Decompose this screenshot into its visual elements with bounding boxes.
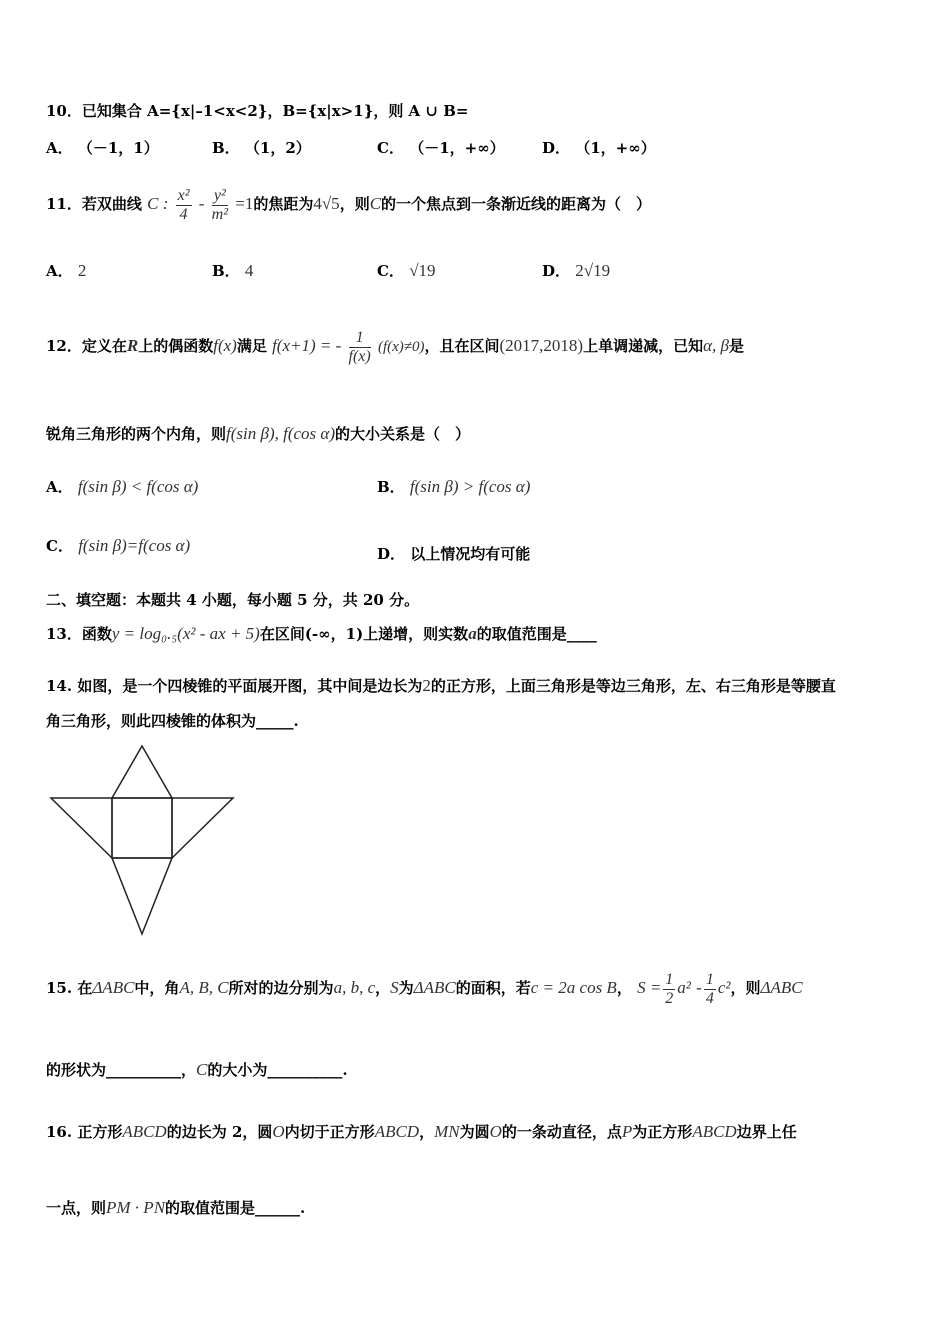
q12-stem-line1: 12．定义在R上的偶函数f(x)满足 f(x+1) = - $\frac{1}{f(x)}$ (f(x)≠0)，且在区间(2017,2018)上单调递减，已知α, β是 bbox=[46, 328, 745, 365]
section-2-heading: 二、填空题：本题共 4 小题，每小题 5 分，共 20 分。 bbox=[46, 591, 420, 609]
q11-option-d: D． 2√19 bbox=[542, 261, 611, 280]
net-right-triangle bbox=[172, 798, 233, 858]
net-left-triangle bbox=[51, 798, 112, 858]
q11-y-fraction: $\frac{\text{y²}}{\text{m²}}$ bbox=[211, 186, 228, 223]
q10-option-c: C． （－1，+∞） bbox=[377, 139, 505, 157]
q10-option-d: D． （1，+∞） bbox=[542, 139, 656, 157]
q12-option-d: D． 以上情况均有可能 bbox=[377, 545, 531, 563]
q16-stem-line2: 一点，则PM · PN的取值范围是______. bbox=[46, 1198, 306, 1217]
q15-stem-line2: 的形状为__________，C的大小为__________. bbox=[46, 1060, 348, 1079]
q12-option-c: C． f(sin β)=f(cos α) bbox=[46, 536, 191, 555]
q16-stem-line1: 16. 正方形ABCD的边长为 2，圆O内切于正方形ABCD，MN为圆O的一条动直径，点P为正方形ABCD边界上任 bbox=[46, 1122, 797, 1141]
q11-option-c: C． √19 bbox=[377, 261, 436, 280]
q14-stem-line1: 14. 如图，是一个四棱锥的平面展开图，其中间是边长为2的正方形，上面三角形是等边三角形，左、右三角形是等腰直 bbox=[46, 676, 836, 695]
q10-option-a: A． （－1，1） bbox=[46, 139, 159, 157]
q12-stem-line2: 锐角三角形的两个内角，则f(sin β), f(cos α)的大小关系是（ ） bbox=[46, 424, 471, 443]
q10-option-b: B． （1，2） bbox=[212, 139, 311, 157]
q11-x-fraction: $\frac{\text{x²}}{4}$ bbox=[177, 186, 190, 223]
q13-stem: 13．函数y = log₀.₅(x² - ax + 5)在区间(-∞，1)上递增，则实数a的取值范围是____ bbox=[46, 624, 597, 643]
q14-stem-line2: 角三角形，则此四棱锥的体积为_____. bbox=[46, 712, 299, 730]
pyramid-net-diagram bbox=[40, 740, 250, 940]
net-square bbox=[112, 798, 172, 858]
q15-stem-line1: 15. 在ΔABC中，角A, B, C所对的边分别为a, b, c，S为ΔABC的面积，若c = 2a cos B， S = $\frac{1}{2}$ a² - $\frac{1}{4}$ c²，则ΔABC bbox=[46, 970, 803, 1007]
net-bottom-triangle bbox=[112, 858, 172, 934]
q12-fraction: $\frac{1}{f(x)}$ bbox=[348, 328, 371, 365]
q12-option-b: B． f(sin β) > f(cos α) bbox=[377, 477, 531, 496]
q10-stem: 10．已知集合 A={x|–1<x<2}，B={x|x>1}，则 A ∪ B= bbox=[46, 102, 469, 120]
net-top-triangle bbox=[112, 746, 172, 798]
q11-stem: 11．若双曲线 C : $\frac{\text{x²}}{4}$ - $\frac{\text{y²}}{\text{m²}}$ =1的焦距为4√5，则C的一个焦点到一条渐近线的距离为（ ） bbox=[46, 186, 652, 223]
q12-option-a: A． f(sin β) < f(cos α) bbox=[46, 477, 199, 496]
q11-option-b: B． 4 bbox=[212, 261, 254, 280]
q11-option-a: A． 2 bbox=[46, 261, 87, 280]
